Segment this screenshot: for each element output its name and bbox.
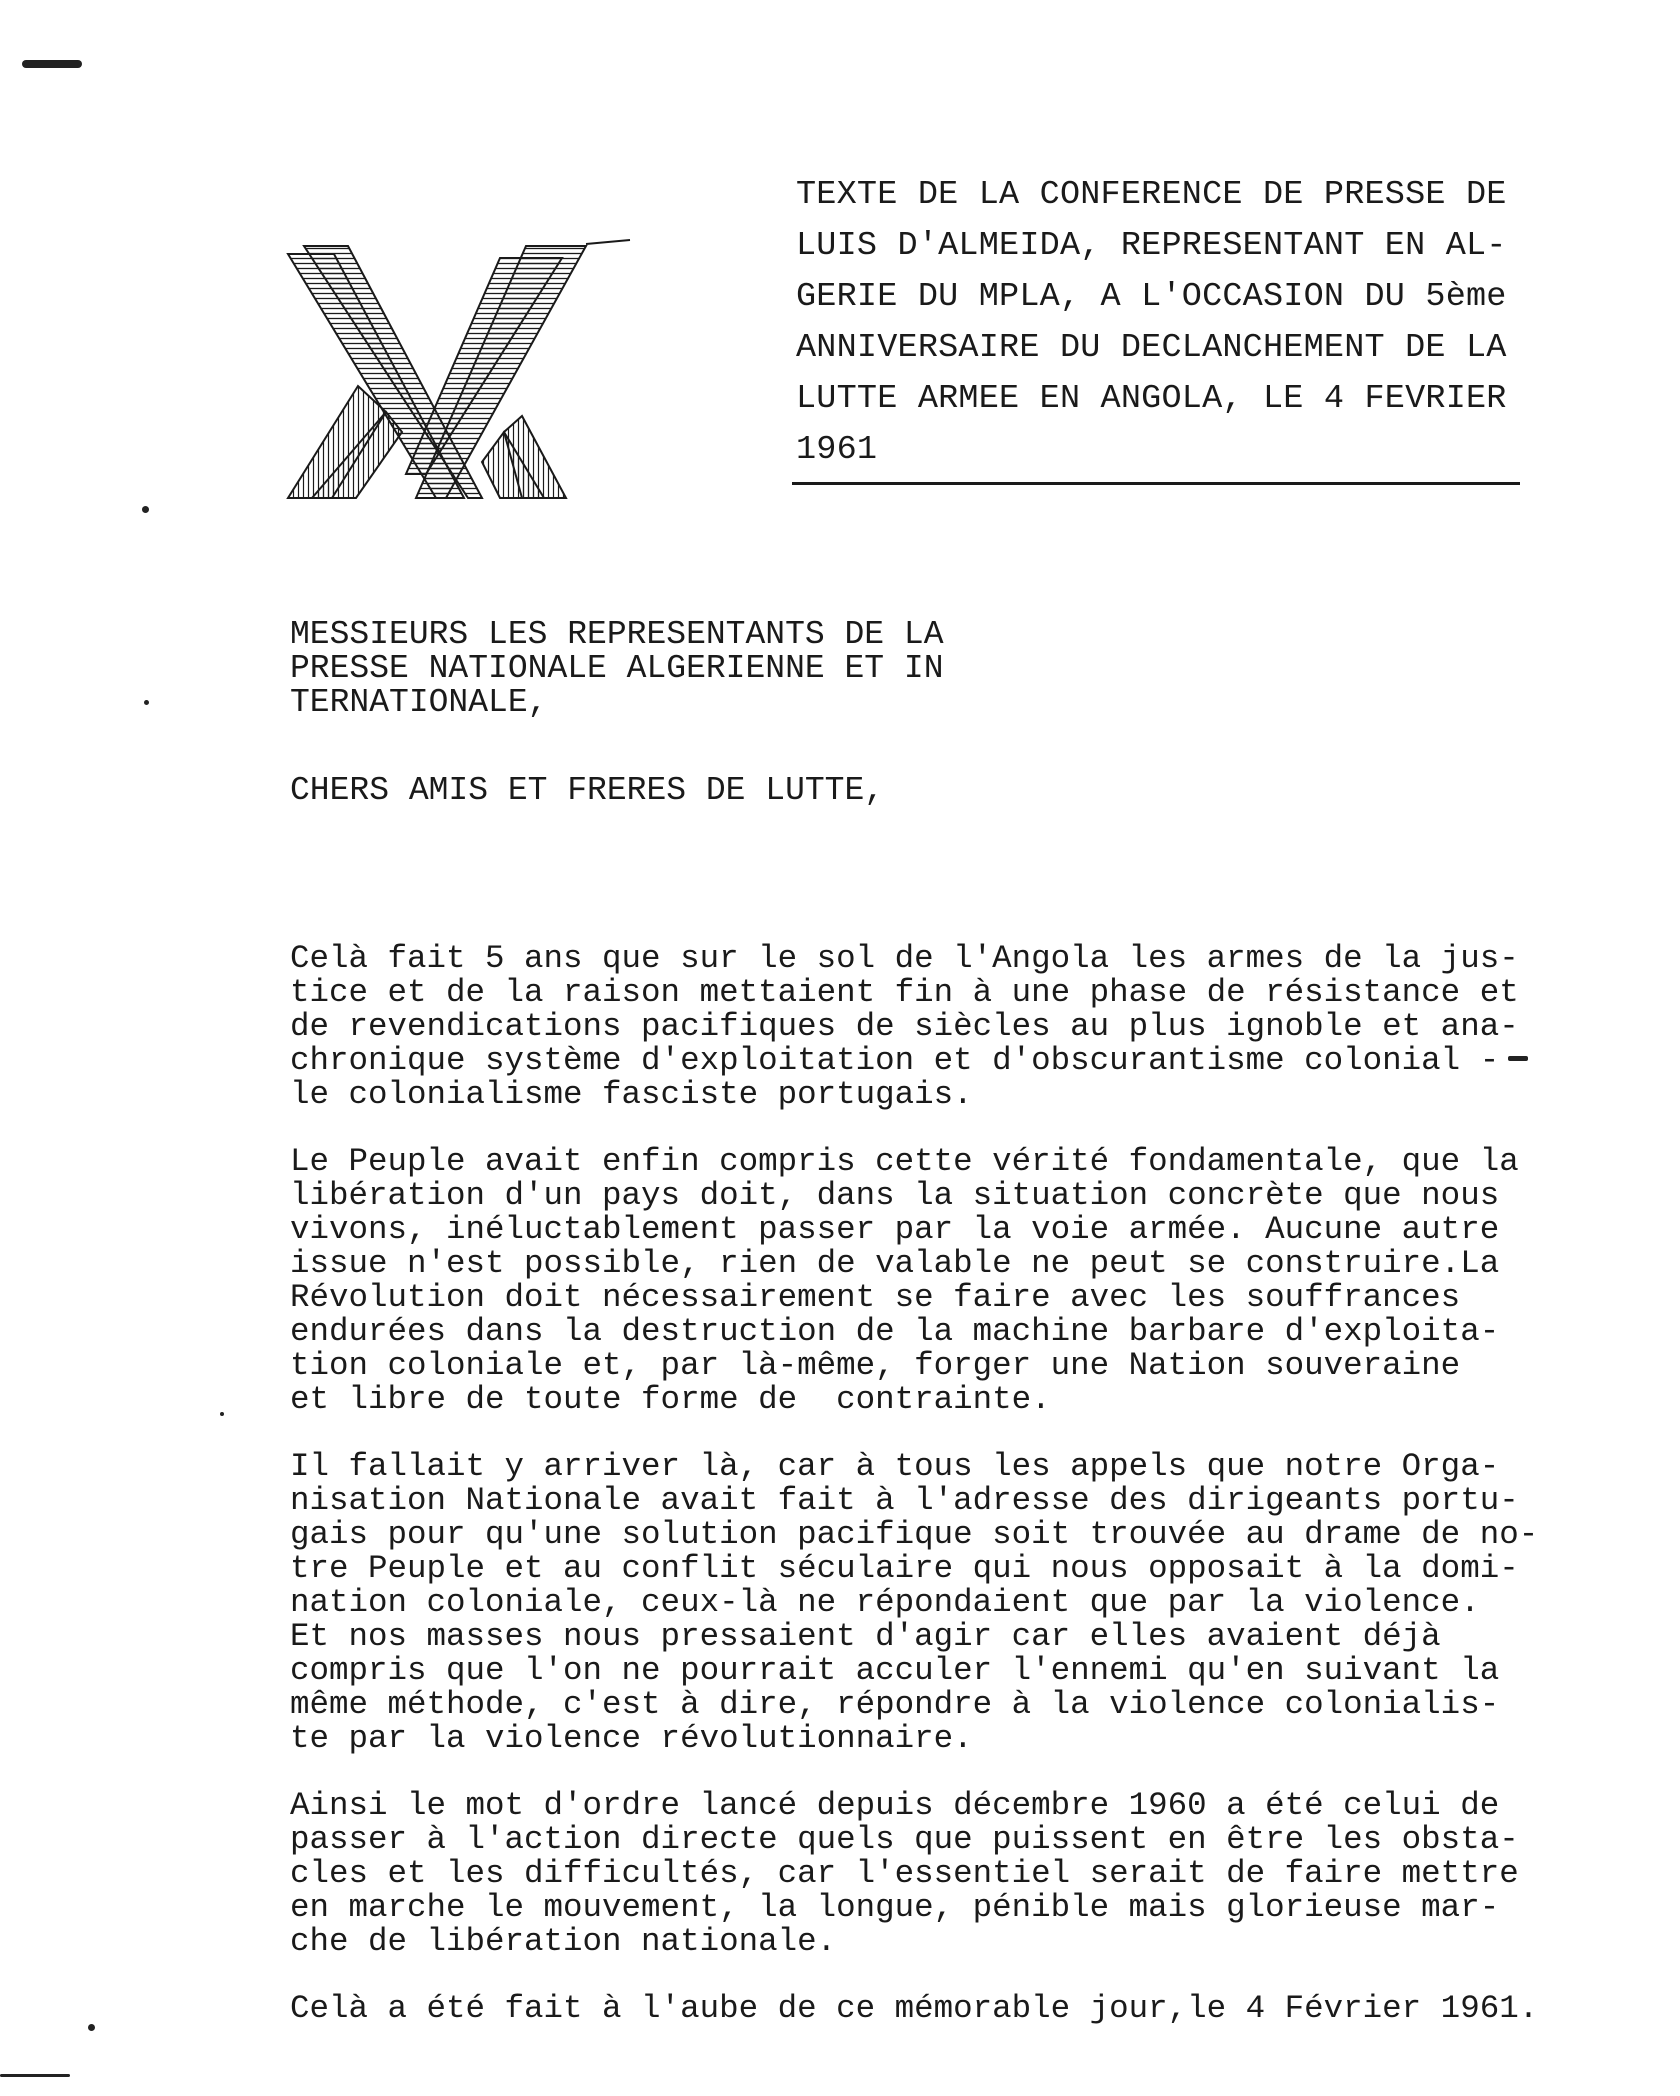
text-line: gais pour qu'une solution pacifique soit trouvée au drame de no- — [290, 1516, 1539, 1553]
text-line: Celà fait 5 ans que sur le sol de l'Angola les armes de la jus- — [290, 940, 1519, 977]
address-line: MESSIEURS LES REPRESENTANTS DE LA — [290, 616, 944, 653]
text-line: passer à l'action directe quels que puissent en être les obsta- — [290, 1821, 1519, 1858]
text-line: en marche le mouvement, la longue, pénible mais glorieuse mar- — [290, 1889, 1500, 1926]
paragraph — [290, 1992, 1590, 2026]
title-underline — [792, 482, 1520, 485]
body-text — [290, 942, 1590, 2059]
text-line: issue n'est possible, rien de valable ne peut se construire.La — [290, 1245, 1500, 1282]
mpla-logo-icon — [286, 236, 638, 506]
title-line: LUIS D'ALMEIDA, REPRESENTANT EN AL- — [796, 227, 1507, 265]
title-line: 1961 — [796, 431, 878, 469]
text-line: Et nos masses nous pressaient d'agir car elles avaient déjà — [290, 1618, 1441, 1655]
scan-mark — [88, 2024, 95, 2031]
scan-mark — [144, 700, 149, 705]
text-line: cles et les difficultés, car l'essentiel serait de faire mettre — [290, 1855, 1519, 1892]
text-line: le colonialisme fasciste portugais. — [290, 1076, 973, 1113]
address-line: PRESSE NATIONALE ALGERIENNE ET IN — [290, 650, 944, 687]
text-line: tion coloniale et, par là-même, forger une Nation souveraine — [290, 1347, 1461, 1384]
text-line: vivons, inéluctablement passer par la voie armée. Aucune autre — [290, 1211, 1500, 1248]
text-line: Ainsi le mot d'ordre lancé depuis décembre 1960 a été celui de — [290, 1787, 1500, 1824]
title-line: ANNIVERSAIRE DU DECLANCHEMENT DE LA — [796, 329, 1507, 367]
text-line: chronique système d'exploitation et d'obscurantisme colonial - — [290, 1042, 1500, 1079]
text-line: tre Peuple et au conflit séculaire qui nous opposait à la domi- — [290, 1550, 1519, 1587]
paragraph — [290, 1450, 1590, 1756]
greeting — [290, 774, 1010, 808]
paragraph — [290, 1145, 1590, 1417]
scan-mark — [142, 506, 149, 513]
scan-mark — [220, 1412, 224, 1416]
text-line: endurées dans la destruction de la machine barbare d'exploita- — [290, 1313, 1500, 1350]
address-block — [290, 618, 1010, 720]
scan-mark — [22, 60, 82, 68]
scan-mark — [1508, 1056, 1528, 1061]
address-line: TERNATIONALE, — [290, 684, 548, 721]
title-line: GERIE DU MPLA, A L'OCCASION DU 5ème — [796, 278, 1507, 316]
text-line: libération d'un pays doit, dans la situation concrète que nous — [290, 1177, 1500, 1214]
text-line: Le Peuple avait enfin compris cette vérité fondamentale, que la — [290, 1143, 1519, 1180]
text-line: tice et de la raison mettaient fin à une phase de résistance et — [290, 974, 1519, 1011]
text-line: che de libération nationale. — [290, 1923, 837, 1960]
text-line: nisation Nationale avait fait à l'adresse des dirigeants portu- — [290, 1482, 1519, 1519]
text-line: de revendications pacifiques de siècles au plus ignoble et ana- — [290, 1008, 1519, 1045]
title-line: LUTTE ARMEE EN ANGOLA, LE 4 FEVRIER — [796, 380, 1507, 418]
greeting-line: CHERS AMIS ET FRERES DE LUTTE, — [290, 772, 885, 809]
text-line: même méthode, c'est à dire, répondre à la violence colonialis- — [290, 1686, 1500, 1723]
paragraph — [290, 1789, 1590, 1959]
text-line: et libre de toute forme de contrainte. — [290, 1381, 1051, 1418]
title-line: TEXTE DE LA CONFERENCE DE PRESSE DE — [796, 176, 1507, 214]
text-line: Il fallait y arriver là, car à tous les appels que notre Orga- — [290, 1448, 1500, 1485]
text-line: te par la violence révolutionnaire. — [290, 1720, 973, 1757]
text-line: nation coloniale, ceux-là ne répondaient que par la violence. — [290, 1584, 1480, 1621]
text-line: compris que l'on ne pourrait acculer l'ennemi qu'en suivant la — [290, 1652, 1500, 1689]
scan-mark — [0, 2074, 70, 2077]
text-line: Révolution doit nécessairement se faire avec les souffrances — [290, 1279, 1461, 1316]
document-title — [796, 170, 1516, 476]
text-line: Celà a été fait à l'aube de ce mémorable jour,le 4 Février 1961. — [290, 1990, 1539, 2027]
paragraph — [290, 942, 1590, 1112]
